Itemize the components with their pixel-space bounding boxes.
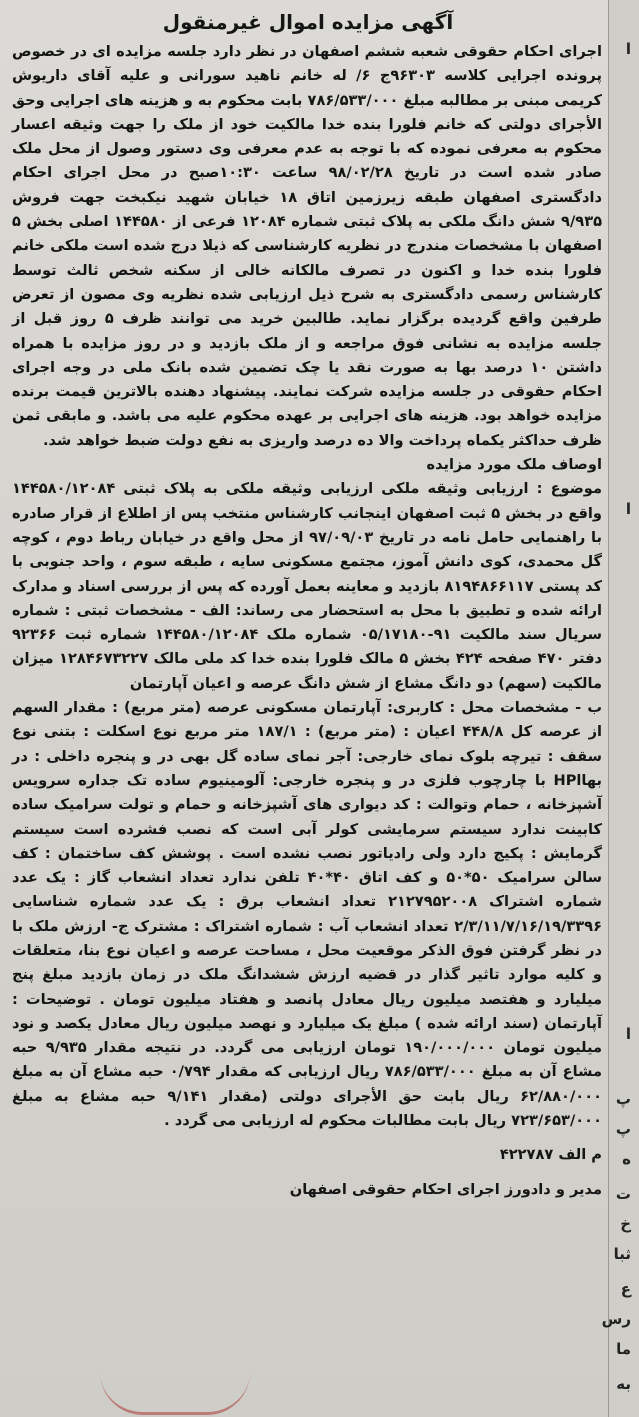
property-description-heading: اوصاف ملک مورد مزایده	[426, 456, 602, 474]
edge-text: ا	[625, 1025, 631, 1043]
property-specs: ب - مشخصات محل : کاربری: آپارتمان مسکونی عرصه (متر مربع) : مقدار السهم از عرصه کل ۴۴۸/۸ اعیان : (متر مربع) : ۱۸۷/۱ متر مربع نوع اسکلت : بتنی نوع سقف : تیرچه بلوک نمای خارجی: آجر نمای ساده گل بهی در و پنجره داخلی : در بهاHPl با چارچوب فلزی در و پنجره خارجی: آلومینیوم ساده تک جداره سرویس آشپزخانه ، حمام وتوالت : کد دیواری های آشپزخانه و حمام و تولت سرامیک ساده کابینت ندارد سیستم سرمایشی کولر آبی است که نصب فشرده است سیستم گرمایش : پکیج دارد ولی رادیاتور نصب نشده است . پوشش کف ساختمان : کف سالن سرامیک ۵۰*۵۰ و کف اتاق ۴۰*۴۰ تلفن ندارد تعداد انشعاب گاز : یک عدد شماره اشتراک ۲۱۲۷۹۵۲۰۰۸ تعداد انشعاب برق : یک عدد شماره شناسایی ۲/۳/۱۱/۷/۱۶/۱۹/۳۳۹۶ تعداد انشعاب آب : شماره اشتراک : مشترک ج- ارزش ملک با در نظر گرفتن فوق الذکر موقعیت محل ، مساحت عرصه و اعیان نوع بنا، متعلقات و کلیه موارد تاثیر گذار در قضیه ارزش ششدانگ ملک در زمان بازدید مبلغ پنج میلیارد و هفتصد میلیون ریال معادل پانصد و هفتاد میلیون تومان . توضیحات : آپارتمان (سند ارائه شده ) مبلغ یک میلیارد و نهصد میلیون ریال معادل یکصد و نود میلیون تومان ۱۹۰/۰۰۰/۰۰۰ تومان ارزیابی می گردد. در نتیجه مقدار ۹/۹۳۵ حبه مشاع آن به مبلغ ۷۸۶/۵۳۳/۰۰۰ ریال ارزیابی که مقدار ۰/۷۹۴ حبه مشاع آن به مبلغ ۶۲/۸۸۰/۰۰۰ ریال بابت حق الأجرای دولتی (مقدار ۹/۱۴۱ حبه مشاع به مبلغ ۷۲۳/۶۵۳/۰۰۰ ریال بابت مطالبات محکوم له ارزیابی می گردد .	[12, 699, 603, 1130]
handwritten-mark	[100, 1372, 250, 1415]
edge-text: به	[616, 1375, 631, 1393]
edge-text: پ	[615, 1090, 631, 1108]
notice-title: آگهی مزایده اموال غیرمنقول	[162, 10, 454, 34]
edge-text: ع	[620, 1280, 631, 1298]
edge-text: ثبا	[613, 1245, 631, 1263]
edge-text: رس	[601, 1310, 631, 1328]
signature-line: مدیر و دادورز اجرای احکام حقوقی اصفهان	[289, 1180, 602, 1198]
edge-text: ا	[625, 40, 631, 58]
auction-notice	[8, 6, 608, 1411]
edge-text: ما	[616, 1340, 631, 1358]
edge-text: ا	[625, 500, 631, 518]
edge-text: خ	[620, 1215, 631, 1233]
edge-text: پ	[615, 1120, 631, 1138]
reference-number: م الف ۴۲۲۷۸۷	[499, 1146, 602, 1164]
edge-text: ت	[615, 1185, 631, 1203]
property-description: موضوع : ارزیابی وثیقه ملکی ارزیابی وثیقه ملکی به پلاک ثبتی ۱۴۴۵۸۰/۱۲۰۸۴ واقع در بخش ۵ ثبت اصفهان اینجانب کارشناس منتخب پس از اطلاع از قرار صادره با راهنمایی حامل نامه در تاریخ ۹۷/۰۹/۰۳ از محل واقع در خیابان رباط دوم ، کوچه گل محمدی، کوی دانش آموز، مجتمع مسکونی سایه ، طبقه سوم ، واحد جنوبی با کد پستی ۸۱۹۴۸۶۶۱۱۷ بازدید و معاینه بعمل آورده که پس از بررسی اسناد و مدارک ارائه شده و تطبیق با محل به استحضار می رساند: الف - مشخصات ثبتی : شماره سریال سند مالکیت ۹۱-۰۵/۱۷۱۸۰ شماره ملک ۱۴۴۵۸۰/۱۲۰۸۴ شماره ثبت ۹۲۳۶۶ دفتر ۴۷۰ صفحه ۴۲۴ بخش ۵ مالک فلورا بنده خدا کد ملی مالک ۱۲۸۴۶۷۳۲۲۷ میزان مالکیت (سهم) دو دانگ مشاع از شش دانگ عرصه و اعیان آپارتمان	[12, 480, 603, 692]
edge-text: ه	[622, 1150, 631, 1168]
notice-paragraph: اجرای احکام حقوقی شعبه ششم اصفهان در نظر دارد جلسه مزایده ای در خصوص پرونده اجرایی کلاسه ۹۶۳۰۳ج ۶/ له خانم ناهید سورانی و علیه آقای داریوش کریمی مبنی بر مطالبه مبلغ ۷۸۶/۵۳۳/۰۰۰ بابت محکوم به و هزینه های اجرایی وحق الأجرای دولتی که خانم فلورا بنده خدا مالکیت خود از ملک را جهت وثیقه اعسار محکوم به معرفی نموده که با توجه به عدم معرفی وی دستور وصول از محل ملک صادر شده است در تاریخ ۹۸/۰۲/۲۸ ساعت ۱۰:۳۰صبح در محل اجرای احکام دادگستری اصفهان طبقه زیرزمین اتاق ۱۸ خیابان شهید نیکبخت جهت فروش ۹/۹۳۵ شش دانگ ملکی به پلاک ثبتی شماره ۱۲۰۸۴ فرعی از ۱۴۴۵۸۰ اصلی بخش ۵ اصفهان با مشخصات مندرج در نظریه کارشناسی که ذیلا درج شده است ملکی خانم فلورا بنده خدا و اکنون در تصرف مالکانه خالی از سکنه شخص ثالث توسط کارشناس رسمی دادگستری به شرح ذیل ارزیابی شده نظریه وی مصون از تعرض طرفین واقع گردیده برگزار نماید. طالبین خرید می توانند ظرف ۵ روز قبل از جلسه مزایده به نشانی فوق مراجعه و از ملک بازدید و در روز مزایده با همراه داشتن ۱۰ درصد بها به صورت نقد یا چک تضمین شده بانک ملی در وجه اجرای احکام حقوقی در جلسه مزایده شرکت نمایند. پیشنهاد دهنده بالاترین قیمت برنده مزایده خواهد بود. هزینه های اجرایی بر عهده محکوم علیه می باشد. و مابقی ثمن ظرف حداکثر یکماه پرداخت والا ده درصد واریزی به نفع دولت ضبط خواهد شد.	[12, 43, 603, 449]
adjacent-column-edge	[601, 0, 639, 1417]
